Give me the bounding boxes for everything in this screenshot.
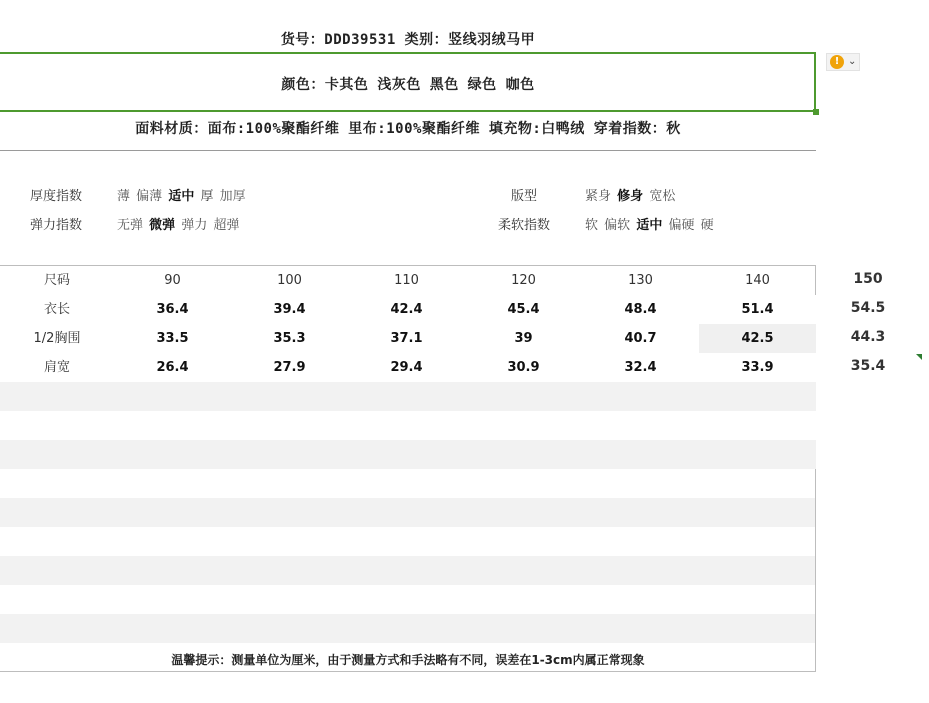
attr-option: 加厚 (219, 189, 246, 204)
error-check-button[interactable] (826, 53, 860, 71)
table-header-label: 尺码 (43, 273, 70, 288)
size-header: 100 (277, 273, 302, 288)
divider (0, 150, 816, 151)
empty-row (0, 585, 816, 614)
attr-option-selected: 修身 (617, 189, 644, 204)
table-cell[interactable]: 39 (514, 331, 533, 346)
attr-options-fit (585, 185, 677, 204)
fill-handle[interactable] (813, 109, 819, 115)
table-cell[interactable]: 37.1 (390, 331, 423, 346)
table-cell[interactable]: 35.3 (273, 331, 306, 346)
table-bottom-border (0, 671, 816, 672)
size-header: 120 (511, 273, 536, 288)
empty-row (0, 382, 816, 411)
overflow-cell: 44.3 (850, 329, 886, 345)
color-line: 颜色：卡其色 浅灰色 黑色 绿色 咖色 (281, 77, 535, 93)
attr-option: 紧身 (585, 189, 612, 204)
table-cell[interactable]: 42.4 (390, 302, 423, 317)
material-line: 面料材质：面布:100%聚酯纤维 里布:100%聚酯纤维 填充物:白鸭绒 穿着指数：秋 (135, 121, 681, 137)
size-header: 110 (394, 273, 419, 288)
attr-label: 柔软指数 (498, 218, 551, 233)
attr-option: 厚 (200, 189, 214, 204)
table-cell[interactable]: 27.9 (273, 360, 306, 375)
overflow-cell: 54.5 (850, 300, 886, 316)
attr-option: 宽松 (649, 189, 676, 204)
empty-row (0, 411, 816, 440)
table-cell[interactable]: 30.9 (507, 360, 540, 375)
attr-option: 偏薄 (136, 189, 163, 204)
attr-option-selected: 适中 (636, 218, 663, 233)
empty-row (0, 469, 816, 498)
row-label: 1/2胸围 (33, 331, 81, 346)
attr-option: 偏硬 (668, 218, 695, 233)
table-right-border-lower (815, 469, 816, 672)
attr-label: 版型 (511, 189, 538, 204)
table-cell[interactable]: 45.4 (507, 302, 540, 317)
empty-row (0, 556, 816, 585)
table-cell[interactable]: 32.4 (624, 360, 657, 375)
table-cell[interactable]: 51.4 (741, 302, 774, 317)
attr-option: 无弹 (117, 218, 144, 233)
attr-option: 硬 (700, 218, 714, 233)
table-header-row (0, 266, 816, 295)
footer-tip: 温馨提示：测量单位为厘米，由于测量方式和手法略有不同，误差在1-3cm内属正常现象 (171, 653, 645, 667)
table-row (0, 295, 816, 324)
row-label: 肩宽 (43, 360, 70, 375)
product-line: 货号：DDD39531 类别：竖线羽绒马甲 (280, 32, 536, 48)
empty-row (0, 527, 816, 556)
table-cell[interactable]: 48.4 (624, 302, 657, 317)
attr-option: 软 (585, 218, 599, 233)
table-cell[interactable]: 26.4 (156, 360, 189, 375)
attr-options-softness (585, 214, 716, 233)
warning-icon: ! (830, 55, 844, 69)
attr-options-elasticity (117, 214, 241, 233)
row-label: 衣长 (43, 302, 70, 317)
table-cell[interactable]: 36.4 (156, 302, 189, 317)
table-cell[interactable]: 29.4 (390, 360, 423, 375)
table-row (0, 353, 816, 382)
table-cell[interactable]: 33.5 (156, 331, 189, 346)
attr-option-selected: 适中 (168, 189, 195, 204)
table-row (0, 324, 816, 353)
table-cell[interactable]: 40.7 (624, 331, 657, 346)
overflow-cell: 35.4 (850, 358, 886, 374)
attr-option: 弹力 (181, 218, 208, 233)
comment-indicator-icon (916, 354, 922, 360)
empty-row (0, 440, 816, 469)
chevron-down-icon: ⌄ (848, 56, 857, 67)
attr-option: 超弹 (213, 218, 240, 233)
empty-row (0, 614, 816, 643)
attr-label: 厚度指数 (30, 189, 83, 204)
attr-option-selected: 微弹 (149, 218, 176, 233)
attr-option: 偏软 (604, 218, 631, 233)
size-header: 130 (628, 273, 653, 288)
empty-row (0, 498, 816, 527)
attr-label: 弹力指数 (30, 218, 83, 233)
size-header: 140 (745, 273, 770, 288)
attr-options-thickness (117, 185, 248, 204)
table-cell[interactable]: 33.9 (741, 360, 774, 375)
table-cell[interactable]: 39.4 (273, 302, 306, 317)
table-cell-highlighted[interactable]: 42.5 (699, 324, 816, 353)
overflow-size-header: 150 (853, 271, 883, 287)
size-header: 90 (164, 273, 181, 288)
attr-option: 薄 (117, 189, 131, 204)
